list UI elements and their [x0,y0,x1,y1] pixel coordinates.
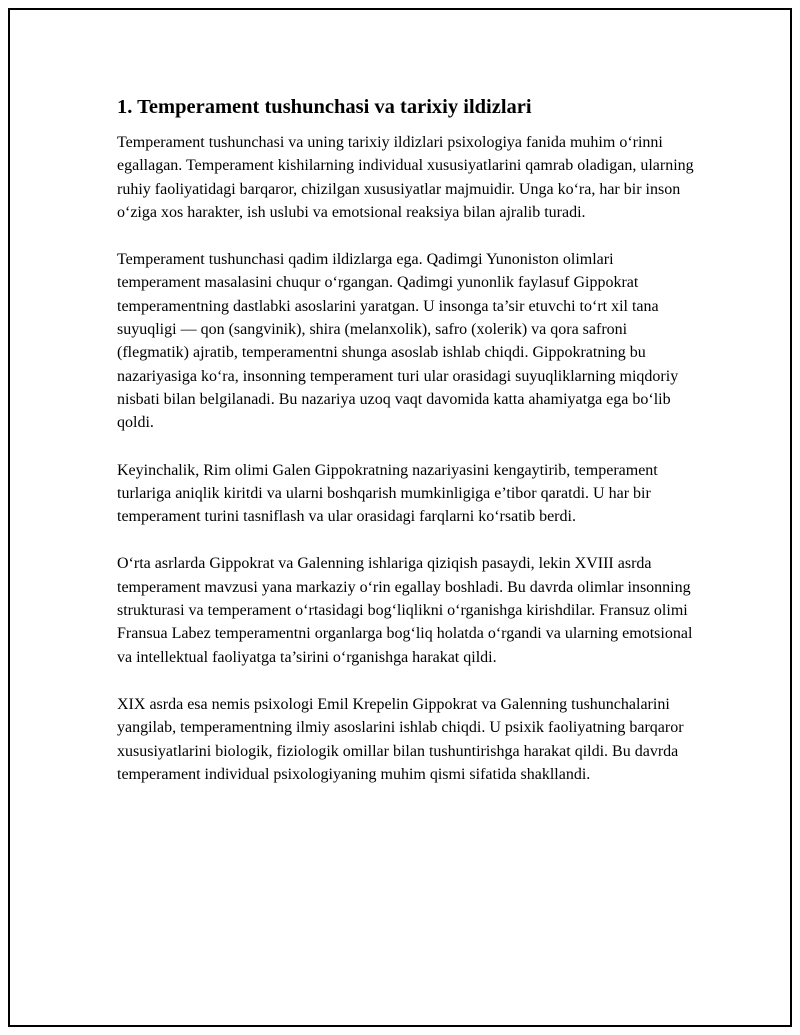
section-heading: 1. Temperament tushunchasi va tarixiy ildizlari [117,96,532,118]
paragraph-1: Temperament tushunchasi va uning tarixiy ildizlari psixologiya fanida muhim o‘rinni egallagan. Temperament kishilarning individual xususiyatlarini qamrab oladigan, ularning ruhiy faoliyatidagi barqaror, chizilgan xususiyatlar majmuidir. Unga ko‘ra, har bir inson o‘ziga xos harakter, ish uslubi va emotsional reaksiya bilan ajralib turadi. [117,134,694,221]
paragraph-3: Keyinchalik, Rim olimi Galen Gippokratning nazariyasini kengaytirib, temperament turlariga aniqlik kiritdi va ularni boshqarish mumkinligiga e’tibor qaratdi. U har bir temperament turini tasniflash va ular orasidagi farqlarni ko‘rsatib berdi. [117,461,658,526]
paragraph-4: O‘rta asrlarda Gippokrat va Galenning ishlariga qiziqish pasaydi, lekin XVIII asrda temperament mavzusi yana markaziy o‘rin egallay boshladi. Bu davrda olimlar insonning strukturasi va temperament o‘rtasidagi bog‘liqlikni o‘rganishga kirishdilar. Fransuz olimi Fransua Labez temperamentni organlarga bog‘liq holatda o‘rgandi va ularning emotsional va intellektual faoliyatga ta’sirini o‘rganishga harakat qildi. [117,555,693,666]
paragraph-5: XIX asrda esa nemis psixologi Emil Krepelin Gippokrat va Galenning tushunchalarini yangilab, temperamentning ilmiy asoslarini ishlab chiqdi. U psixik faoliyatning barqaror xususiyatlarini biologik, fiziologik omillar bilan tushuntirishga harakat qildi. Bu davrda temperament individual psixologiyaning muhim qismi sifatida shakllandi. [117,695,684,783]
document-body [117,95,697,810]
paragraph-2: Temperament tushunchasi qadim ildizlarga ega. Qadimgi Yunoniston olimlari temperament masalasini chuqur o‘rgangan. Qadimgi yunonlik faylasuf Gippokrat temperamentning dastlabki asoslarini yaratgan. U insonga ta’sir etuvchi to‘rt xil tana suyuqligi — qon (sangvinik), shira (melanxolik), safro (xolerik) va qora safroni (flegmatik) ajratib, temperamentni shunga asoslab ishlab chiqdi. Gippokratning bu nazariyasiga ko‘ra, insonning temperament turi ular orasidagi suyuqliklarning miqdoriy nisbati bilan belgilanadi. Bu nazariya uzoq vaqt davomida katta ahamiyatga ega bo‘lib qoldi. [117,251,679,432]
